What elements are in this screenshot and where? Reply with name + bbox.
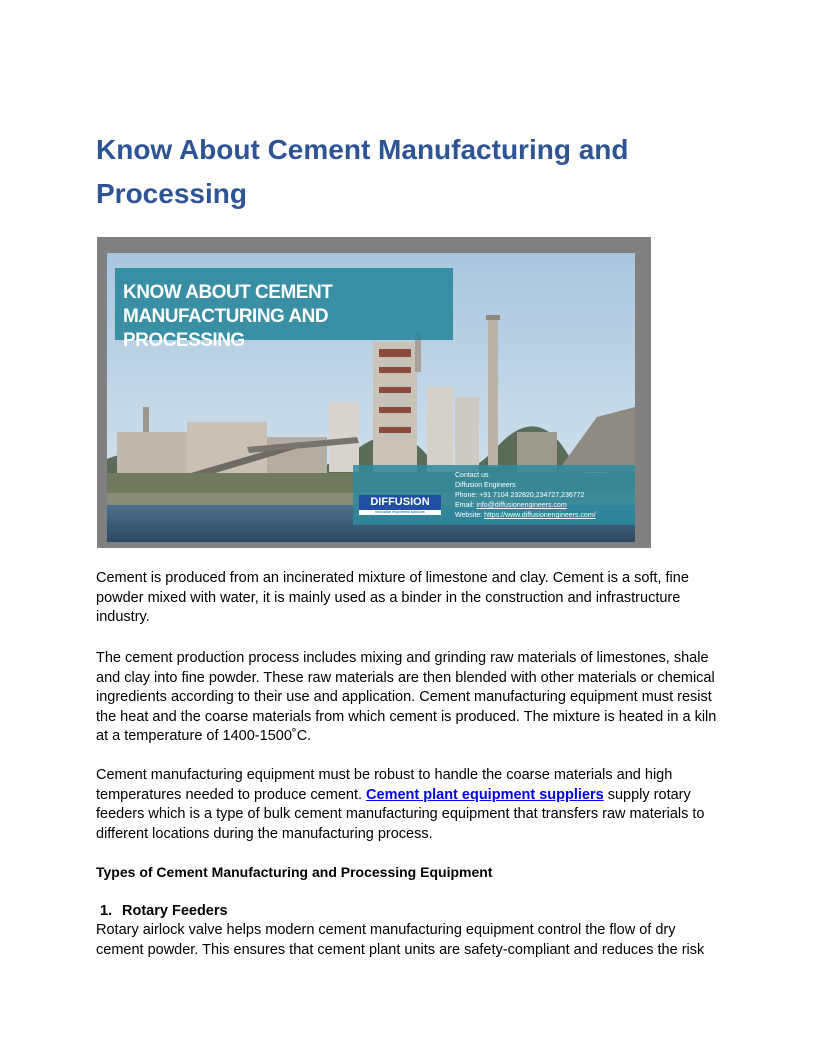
contact-phone: Phone: +91 7104 232820,234727,236772 (455, 492, 585, 499)
paragraph-rotary-feeders: Rotary airlock valve helps modern cement manufacturing equipment control the flow of dry cement powder. This ensures that cement plant units are safety-compliant and reduces the risk (96, 922, 705, 958)
logo-tagline: Innovative engineered solutions (375, 510, 425, 514)
paragraph-equipment-text-after: supply rotary feeders which is a type of bulk cement manufacturing equipment that transfers raw materials to different locations during the manufacturing process. (96, 786, 705, 842)
paragraph-equipment-text-before: Cement manufacturing equipment must be robust to handle the coarse materials and high temperatures needed to produce cement. (96, 767, 673, 803)
contact-email-prefix: Email: (455, 502, 477, 509)
logo-text: DIFFUSION (370, 496, 430, 508)
page-title: Know About Cement Manufacturing and Processing (96, 134, 629, 209)
banner-heading-line2: MANUFACTURING AND PROCESSING (123, 306, 329, 351)
banner-heading (123, 281, 453, 353)
contact-company: Diffusion Engineers (455, 482, 516, 489)
contact-email[interactable]: info@diffusionengineers.com (476, 502, 567, 509)
cement-plant-suppliers-link[interactable]: Cement plant equipment suppliers (366, 786, 604, 803)
contact-email-row (455, 501, 645, 511)
paragraph-equipment (96, 766, 720, 844)
section-heading: Types of Cement Manufacturing and Processing Equipment (96, 864, 493, 880)
list-number: 1. (100, 903, 113, 919)
contact-title: Contact us (455, 472, 489, 479)
banner-heading-line1: KNOW ABOUT CEMENT (123, 282, 333, 303)
contact-website-prefix: Website: (455, 512, 485, 519)
paragraph-process: The cement production process includes mixing and grinding raw materials of limestones, shale and clay into fine powder. These raw materials are then blended with other materials or chemical ingredients according to their use and application. Cement manufacturing equipment must resist the heat and the coarse materials from which cement is produced. The mixture is heated in a kiln at a temperature of 1400-1500˚C. (96, 650, 717, 744)
list-item-rotary-feeders (100, 902, 228, 921)
banner-image (97, 237, 651, 548)
contact-website-row (455, 511, 645, 521)
contact-website[interactable]: https://www.diffusionengineers.com/ (484, 512, 596, 519)
contact-block (455, 471, 645, 521)
diffusion-logo (359, 495, 441, 515)
list-label: Rotary Feeders (122, 903, 228, 919)
paragraph-intro: Cement is produced from an incinerated mixture of limestone and clay. Cement is a soft, fine powder mixed with water, it is mainly used as a binder in the construction and infrastructure industry. (96, 570, 689, 625)
